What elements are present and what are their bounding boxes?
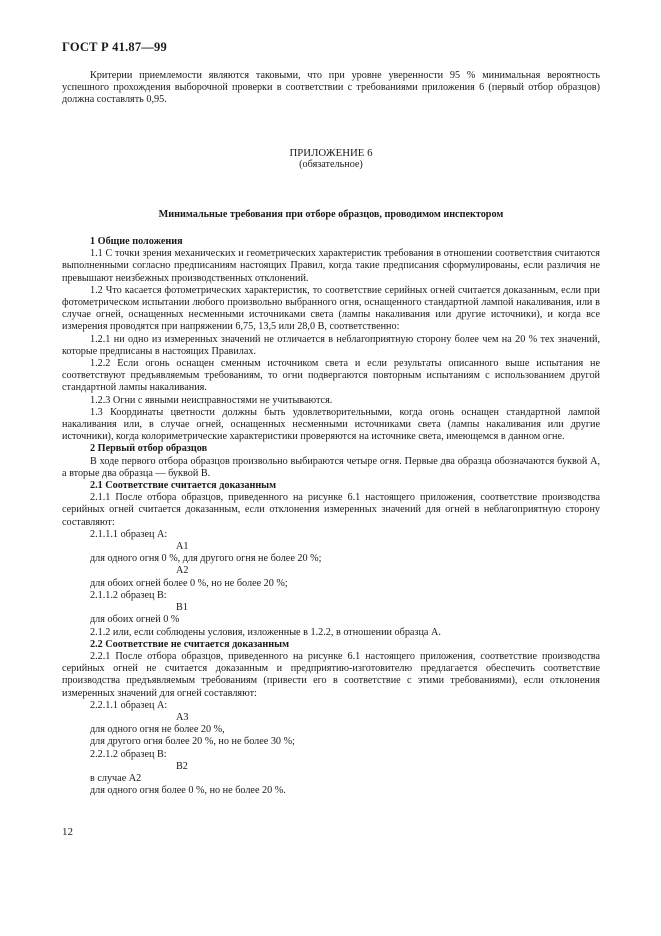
label-a1: A1 [176, 541, 189, 553]
label-a3: A3 [176, 711, 189, 723]
document-header: ГОСТ Р 41.87—99 [62, 40, 167, 54]
paragraph-2-2-1-1: 2.2.1.1 образец А: [90, 699, 168, 711]
paragraph-1-2: 1.2 Что касается фотометрических характеристик, то соответствие серийных огней считается доказанным, если при фотометрическом испытании любого произвольно выбранного огня, оснащенного стандартной лампой накаливания, или в случае огней, оснащенных несменными источниками света (лампы накаливания или другие источники), и когда все измерения проводятся при напряжении 6,75, 13,5 или 28,0 В, соответственно: [62, 284, 600, 333]
text-b2: для одного огня более 0 %, но не более 20 %. [90, 785, 286, 797]
text-a3-line1: для одного огня не более 20 %, [90, 724, 225, 736]
paragraph-1-1: 1.1 С точки зрения механических и геометрических характеристик требования в отношении соответствия считаются выполненными согласно предписаниям настоящих Правил, когда такие предписания сформулированы, если различия не превышают неизбежных производственных отклонений. [62, 248, 600, 284]
heading-2-2: 2.2 Соответствие не считается доказанным [90, 638, 290, 650]
heading-2-1: 2.1 Соответствие считается доказанным [90, 480, 277, 492]
intro-block [62, 70, 600, 107]
label-b2: B2 [176, 760, 188, 772]
intro-paragraph: Критерии приемлемости являются таковыми, что при уровне уверенности 95 % минимальная вероятность успешного прохождения выборочной проверки в соответствии с требованиями приложения 6 (первый отбор образцов) должна составлять 0,95. [62, 70, 600, 106]
paragraph-2-2-1: 2.2.1 После отбора образцов, приведенного на рисунке 6.1 настоящего приложения, соответствие производства серийных огней не считается доказанным и предприятию-изготовителю предлагается обеспечить соответствие производства предъявляемым требованиям (привести его в соответствие с этими требованиями), если отклонения измеренных значений для огней составляют: [62, 650, 600, 699]
heading-1: 1 Общие положения [90, 236, 183, 247]
text-a1: для одного огня 0 %, для другого огня не более 20 %; [90, 553, 322, 565]
paragraph-1-2-1: 1.2.1 ни одно из измеренных значений не отличается в неблагоприятную сторону более чем на 20 % тех значений, которые предписаны в настоящих Правилах. [62, 333, 600, 357]
label-b1: B1 [176, 602, 188, 614]
page-number: 12 [62, 826, 73, 838]
text-a3-line2: для другого огня более 20 %, но не более 30 %; [90, 736, 295, 748]
paragraph-2-1-1-2: 2.1.1.2 образец В: [90, 589, 167, 601]
appendix-heading [62, 147, 600, 171]
paragraph-2-1-2: 2.1.2 или, если соблюдены условия, изложенные в 1.2.2, в отношении образца А. [90, 626, 441, 638]
appendix-title: ПРИЛОЖЕНИЕ 6 [289, 147, 373, 159]
label-a2: A2 [176, 565, 189, 577]
text-b2-case: в случае А2 [90, 772, 142, 784]
paragraph-2-1-1-1: 2.1.1.1 образец А: [90, 528, 168, 540]
paragraph-1-2-3: 1.2.3 Огни с явными неисправностями не учитываются. [90, 394, 333, 406]
text-a2: для обоих огней более 0 %, но не более 20 %; [90, 577, 288, 589]
text-b1: для обоих огней 0 % [90, 614, 180, 626]
section-title: Минимальные требования при отборе образцов, проводимом инспектором [158, 209, 504, 220]
paragraph-1-3: 1.3 Координаты цветности должны быть удовлетворительными, когда огонь оснащен стандартной лампой накаливания или, в случае огней, оснащенных несменными источниками света (лампы накаливания или другие источники), когда колориметрические характеристики проверяются на источнике света, имеющемся в данном огне. [62, 406, 600, 443]
heading-2: 2 Первый отбор образцов [90, 443, 208, 455]
paragraph-2: В ходе первого отбора образцов произвольно выбираются четыре огня. Первые два образца обозначаются буквой А, а вторые два образца — буквой В. [62, 455, 600, 479]
body-block [62, 236, 600, 797]
paragraph-2-2-1-2: 2.2.1.2 образец В: [90, 748, 167, 760]
appendix-subtitle: (обязательное) [299, 159, 363, 171]
paragraph-2-1-1: 2.1.1 После отбора образцов, приведенного на рисунке 6.1 настоящего приложения, соответствие производства серийных огней считается доказанным, если отклонения измеренных значений для огней в неблагоприятную сторону составляют: [62, 492, 600, 528]
paragraph-1-2-2: 1.2.2 Если огонь оснащен сменным источником света и если результаты описанного выше испытания не соответствуют предъявляемым требованиям, то огни подвергаются повторным испытаниям с использованием другой стандартной лампы накаливания. [62, 358, 600, 394]
